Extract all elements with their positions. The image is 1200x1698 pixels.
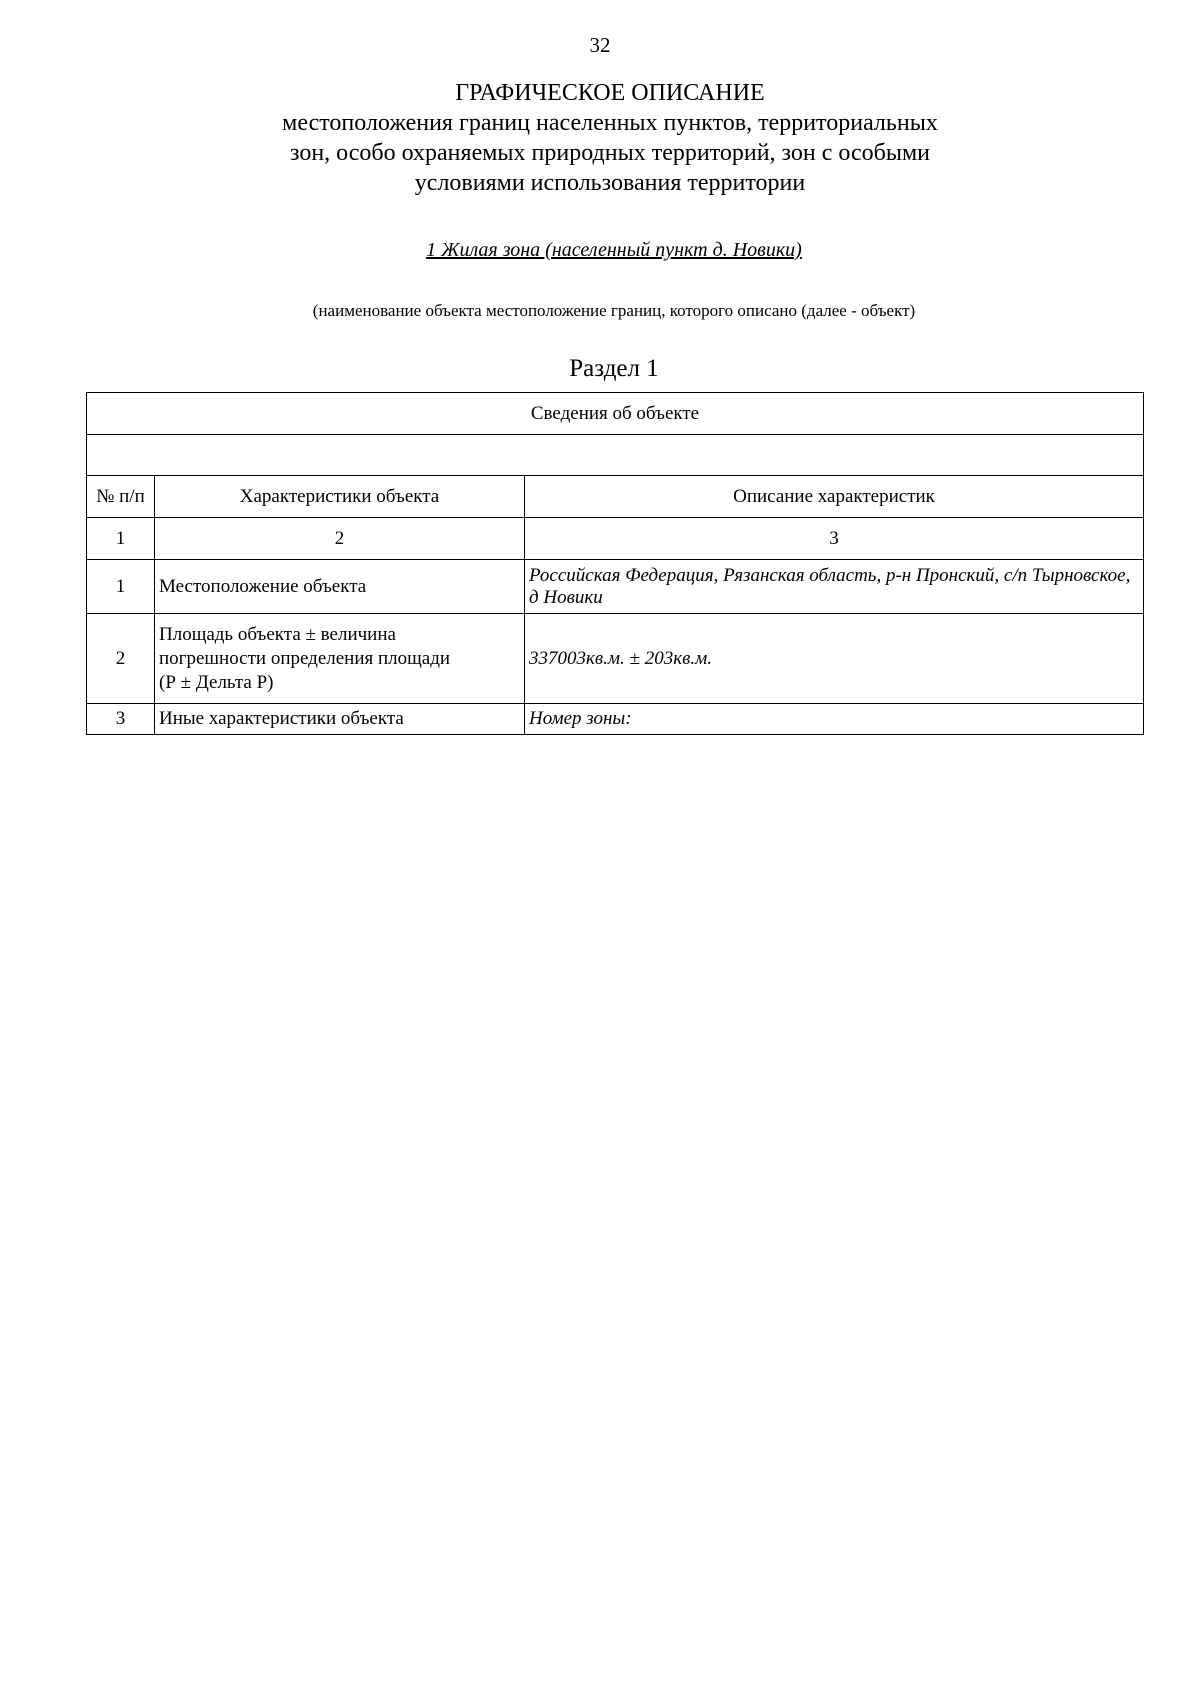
table-empty-cell xyxy=(87,435,1144,476)
table-row xyxy=(87,704,1144,735)
row-description: Российская Федерация, Рязанская область, р-н Пронский, с/п Тырновское, д Новики xyxy=(525,560,1144,614)
document-title xyxy=(150,78,1070,198)
row-characteristic: Местоположение объекта xyxy=(155,560,525,614)
table-column-numbers xyxy=(87,518,1144,560)
table-header: Сведения об объекте xyxy=(87,393,1144,435)
object-name: 1 Жилая зона (населенный пункт д. Новики) xyxy=(426,239,802,261)
row-num: 3 xyxy=(87,704,155,735)
section-title: Раздел 1 xyxy=(569,355,659,382)
column-header-description: Описание характеристик xyxy=(525,476,1144,518)
row-characteristic-line: Площадь объекта ± величина xyxy=(159,623,396,645)
title-line-2: местоположения границ населенных пунктов, территориальных xyxy=(282,110,938,136)
table-row xyxy=(87,614,1144,704)
row-num: 1 xyxy=(87,560,155,614)
table-column-headers xyxy=(87,476,1144,518)
column-number-1: 1 xyxy=(87,518,155,560)
title-line-3: зон, особо охраняемых природных территорий, зон с особыми xyxy=(289,140,931,166)
table-empty-row xyxy=(87,435,1144,476)
row-description: Номер зоны: xyxy=(525,704,1144,735)
title-line-1: ГРАФИЧЕСКОЕ ОПИСАНИЕ xyxy=(455,80,765,106)
column-header-num: № п/п xyxy=(87,476,155,518)
table-header-row xyxy=(87,393,1144,435)
object-info-table xyxy=(86,392,1144,735)
object-caption: (наименование объекта местоположение границ, которого описано (далее - объект) xyxy=(312,301,916,320)
column-number-2: 2 xyxy=(155,518,525,560)
table-row xyxy=(87,560,1144,614)
column-header-characteristic: Характеристики объекта xyxy=(155,476,525,518)
row-characteristic: Иные характеристики объекта xyxy=(155,704,525,735)
row-num: 2 xyxy=(87,614,155,704)
row-characteristic-line: (Р ± Дельта Р) xyxy=(159,671,274,693)
column-number-3: 3 xyxy=(525,518,1144,560)
row-characteristic-line: погрешности определения площади xyxy=(159,647,451,669)
row-characteristic xyxy=(155,614,525,704)
row-description: 337003кв.м. ± 203кв.м. xyxy=(525,614,1144,704)
title-line-4: условиями использования территории xyxy=(414,170,806,196)
page-number: 32 xyxy=(589,33,611,57)
